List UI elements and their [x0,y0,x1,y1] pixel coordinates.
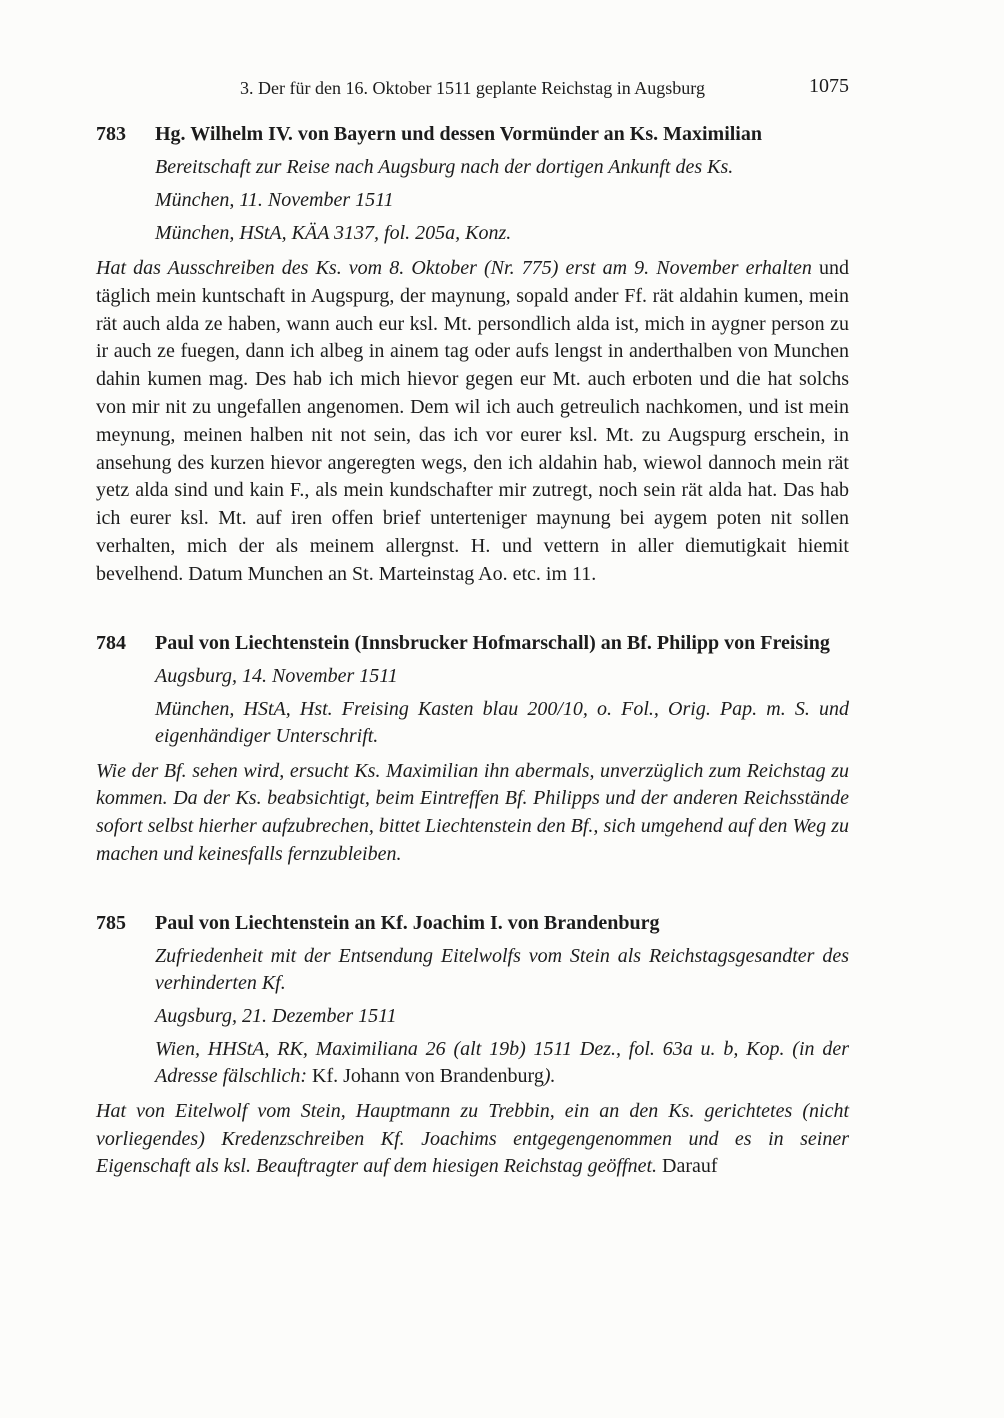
entry-source: München, HStA, KÄA 3137, fol. 205a, Konz. [155,222,512,244]
entry-source: München, HStA, Hst. Freising Kasten blau 200/10, o. Fol., Orig. Pap. m. S. und eigenhändiger Unterschrift. [155,697,849,747]
entry-title: Paul von Liechtenstein (Innsbrucker Hofmarschall) an Bf. Philipp von Freising [155,631,830,654]
entry-body [96,1098,849,1181]
entry-dateline: München, 11. November 1511 [155,189,394,211]
entry-body [96,255,849,589]
entry-source [155,1036,849,1090]
entry-summary: Bereitschaft zur Reise nach Augsburg nach der dortigen Ankunft des Ks. [155,156,734,178]
page-number: 1075 [809,75,849,97]
entry-body-quote-segment: Darauf [662,1155,718,1178]
entry-783 [96,120,849,589]
entry-dateline: Augsburg, 14. November 1511 [155,664,398,687]
entry-body-quote-segment: und täglich mein kuntschaft in Augspurg, der maynung, sopald ander Ff. rät aldahin kumen, mein rät auch alda ze haben, wann auch eur ksl. Mt. persondlich alda ist, mich in aygner person zu ir auch ze fuegen, dann ich albeg in ainem tag oder aufs lengst in anderthalben von Munchen dahin kumen mag. Des hab ich mich hievor gegen eur Mt. auch erboten und die hat solchs von mir nit zu ungefallen angenomen. Dem wil ich auch getreulich nachkomen, und ist mein meynung, meinen halben nit not sein, das ich vor eurer ksl. Mt. zu Augspurg erschein, in ansehung des kurzen hievor angeregten wegs, den ich aldahin hab, wiewol dannoch mein rät yetz alda sind und kain F., als mein kundschafter mir zutregt, noch sein rät alda hat. Das hab ich eurer ksl. Mt. auf iren offen brief unterteniger maynung bei aygem poten nit sollen verhalten, mich der als meinem allergnst. H. und vettern in aller diemutigkait hiemit bevelhend. Datum Munchen an St. Marteinstag Ao. etc. im 11. [96,257,849,585]
entry-number: 784 [96,631,126,654]
entry-785 [96,909,849,1181]
entry-body-summary-segment: Hat von Eitelwolf vom Stein, Hauptmann zu Trebbin, ein an den Ks. gerichtetes (nicht vorliegendes) Kredenzschreiben Kf. Joachims entgegengenommen und es in seiner Eigenschaft als ksl. Beauftragter auf dem hiesigen Reichstag geöffnet. [96,1099,849,1178]
running-header [96,76,849,100]
entry-summary: Zufriedenheit mit der Entsendung Eitelwolfs vom Stein als Reichstagsgesandter des verhinderten Kf. [155,944,849,994]
chapter-title: 3. Der für den 16. Oktober 1511 geplante Reichstag in Augsburg [240,78,705,98]
entry-source-segment: Wien, HHStA, RK, Maximiliana 26 (alt 19b) 1511 Dez., fol. 63a u. b, Kop. (in der Adresse fälschlich: [155,1037,849,1087]
entry-title: Paul von Liechtenstein an Kf. Joachim I. von Brandenburg [155,911,660,934]
book-page [96,76,849,1181]
entry-body: Wie der Bf. sehen wird, ersucht Ks. Maximilian ihn abermals, unverzüglich zum Reichstag zu kommen. Da der Ks. beabsichtigt, beim Eintreffen Bf. Philipps und der anderen Reichsstände sofort selbst hierher aufzubrechen, bittet Liechtenstein den Bf., sich umgehend auf den Weg zu machen und keinesfalls fernzubleiben. [96,759,849,865]
entry-number: 783 [96,123,126,145]
entry-source-close-segment: ). [543,1064,556,1087]
entry-dateline: Augsburg, 21. Dezember 1511 [155,1004,397,1027]
entry-title: Hg. Wilhelm IV. von Bayern und dessen Vormünder an Ks. Maximilian [155,123,762,145]
entry-number: 785 [96,911,126,934]
entry-source-roman-segment: Kf. Johann von Brandenburg [312,1064,544,1087]
entry-784 [96,629,849,869]
entry-body-summary-segment: Hat das Ausschreiben des Ks. vom 8. Oktober (Nr. 775) erst am 9. November erhalten [96,257,819,279]
